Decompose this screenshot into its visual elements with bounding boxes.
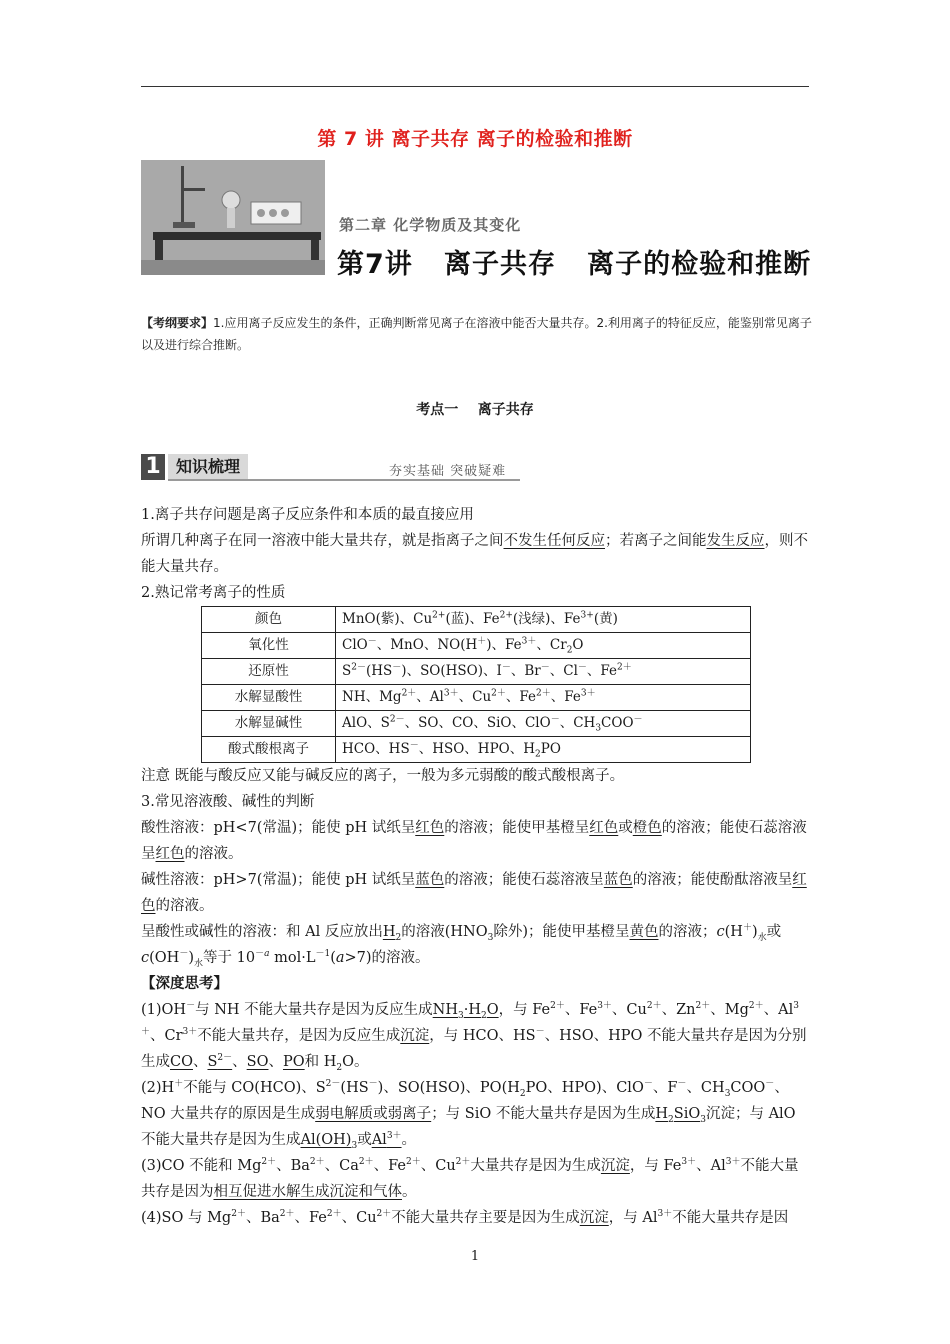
table-row-label: 颜色 [202,607,336,633]
syllabus-requirement [141,312,813,356]
paragraph: (4)SO 与 $Mg^{2+}$、$Ba^{2+}$、$Fe^{2+}$、$Cu^{2+}$不能大量共存主要是因为生成沉淀，与 $Al^{3+}$不能大量共存是因 [141,1209,789,1226]
table-row [202,633,751,659]
table-row-label: 氧化性 [202,633,336,659]
table-row-label: 还原性 [202,659,336,685]
paragraph: (2)H＋不能与 CO(HCO)、$S^{2-}(HS^-)$、SO(HSO)、$PO(H_2PO$、HPO)、ClO－、F－、$CH_3COO^-$、NO 大量共存的原因是生成弱电解质或弱离子；与 SiO 不能大量共存是因为生成$H_2SiO_3$沉淀；与 AlO 不能大量共存是因为生成$Al(OH)_3$或$Al^{3+}$。 [141,1079,796,1151]
knowledge-bar [141,451,521,483]
main-content [141,502,811,1231]
paragraph: 1.离子共存问题是离子反应条件和本质的最直接应用 [141,507,474,523]
paragraph: 酸性溶液：pH<7(常温)；能使 pH 试纸呈红色的溶液；能使甲基橙呈红色或橙色的溶液；能使石蕊溶液呈红色的溶液。 [141,820,807,862]
header-rule [141,86,809,87]
banner-chapter-label: 第二章 化学物质及其变化 [339,216,522,234]
table-row [202,737,751,763]
ion-property-table [201,606,751,763]
paragraph: (1)OH－与 NH 不能大量共存是因为反应生成$NH_3\cdot H_2O$，与 $Fe^{2+}$、$Fe^{3+}$、$Cu^{2+}$、$Zn^{2+}$、$Mg^{2+}$、$Al^{3+}$、$Cr^{3+}$不能大量共存，是因为反应生成沉淀，与 HCO、HS－、HSO、HPO 不能大量共存是因为分别生成CO、$S^{2-}$、SO、PO和 $H_2O$。 [141,1001,807,1073]
table-row-label: 水解显酸性 [202,685,336,711]
chapter-banner [141,160,812,280]
table-row [202,659,751,685]
paragraph: 所谓几种离子在同一溶液中能大量共存，就是指离子之间不发生任何反应；若离子之间能发生反应，则不能大量共存。 [141,533,808,575]
table-row [202,711,751,737]
table-row [202,685,751,711]
outline-text: 1.应用离子反应发生的条件，正确判断常见离子在溶液中能否大量共存。2.利用离子的特征反应，能鉴别常见离子以及进行综合推断。 [141,316,812,352]
lab-equipment-image [141,160,325,275]
table-row-label: 水解显碱性 [202,711,336,737]
lesson-title: 第 7 讲 离子共存 离子的检验和推断 [317,128,633,150]
deep-thinking-heading: 【深度思考】 [141,975,228,992]
knowledge-underline [168,479,520,481]
table-cell: ClO－、MnO、NO(H＋)、$Fe^{3+}$、$Cr_2O$ [336,633,751,659]
paragraph: 2.熟记常考离子的性质 [141,585,286,601]
table-cell: AlO、$S^{2-}$、SO、CO、SiO、ClO－、$CH_3COO^-$ [336,711,751,737]
page-number: 1 [470,1249,480,1264]
table-row-label: 酸式酸根离子 [202,737,336,763]
knowledge-subtitle: 夯实基础 突破疑难 [389,464,507,479]
table-cell: HCO、HS－、HSO、HPO、$H_2PO$ [336,737,751,763]
table-cell: NH、$Mg^{2+}$、$Al^{3+}$、$Cu^{2+}$、$Fe^{2+}$、$Fe^{3+}$ [336,685,751,711]
note: 注意 既能与酸反应又能与碱反应的离子，一般为多元弱酸的酸式酸根离子。 [141,768,625,784]
paragraph: 呈酸性或碱性的溶液：和 Al 反应放出$H_2$的溶液($HNO_3$除外)；能使甲基橙呈黄色的溶液；$c(H^+)_水$或 $c(OH^-)_水$等于 $10^{-a}$ $mol\cdot L^{-1}(a>7)$的溶液。 [141,923,782,969]
knowledge-label: 知识梳理 [168,454,248,480]
table-cell: MnO(紫)、$Cu^{2+}$(蓝)、$Fe^{2+}$(浅绿)、$Fe^{3+}$(黄) [336,607,751,633]
knowledge-number: 1 [141,454,165,480]
banner-lesson-title: 第7讲 离子共存 离子的检验和推断 [337,249,812,280]
table-row [202,607,751,633]
section-title: 考点一 离子共存 [416,402,534,418]
paragraph: 3.常见溶液酸、碱性的判断 [141,794,315,810]
paragraph: 碱性溶液：pH>7(常温)；能使 pH 试纸呈蓝色的溶液；能使石蕊溶液呈蓝色的溶液；能使酚酞溶液呈红色的溶液。 [141,872,807,914]
paragraph: (3)CO 不能和 $Mg^{2+}$、$Ba^{2+}$、$Ca^{2+}$、$Fe^{2+}$、$Cu^{2+}$大量共存是因为生成沉淀，与 $Fe^{3+}$、$Al^{3+}$不能大量共存是因为相互促进水解生成沉淀和气体。 [141,1157,799,1200]
outline-label: 【考纲要求】 [141,316,214,330]
table-cell: $S^{2-}(HS^-)$、SO(HSO)、I－、Br－、Cl－、$Fe^{2+}$ [336,659,751,685]
